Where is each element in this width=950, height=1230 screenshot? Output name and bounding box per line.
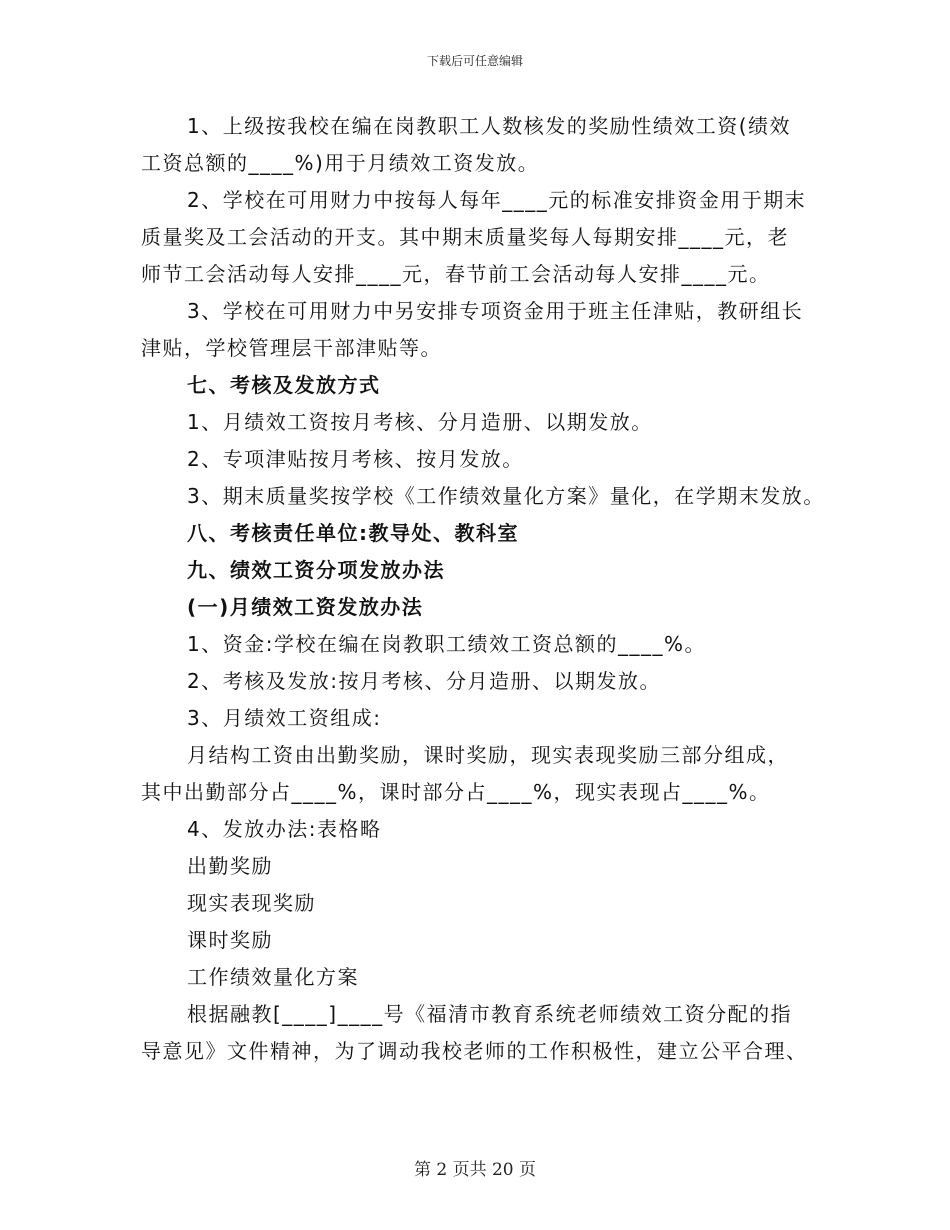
paragraph-line: 3、期末质量奖按学校《工作绩效量化方案》量化，在学期末发放。 xyxy=(187,484,825,508)
paragraph-line: 1、资金:学校在编在岗教职工绩效工资总额的____%。 xyxy=(187,632,706,656)
paragraph-line: 工资总额的____%)用于月绩效工资发放。 xyxy=(141,151,540,175)
paragraph-line: 师节工会活动每人安排____元，春节前工会活动每人安排____元。 xyxy=(141,262,771,286)
document-body xyxy=(141,108,831,1070)
paragraph-line: 工作绩效量化方案 xyxy=(187,965,359,989)
section-heading: 八、考核责任单位:教导处、教科室 xyxy=(187,521,519,545)
paragraph-line: 其中出勤部分占____%，课时部分占____%，现实表现占____%。 xyxy=(141,780,771,804)
paragraph-line: 3、学校在可用财力中另安排专项资金用于班主任津贴，教研组长 xyxy=(187,299,804,323)
paragraph-line: 4、发放办法:表格略 xyxy=(187,817,382,841)
paragraph-line: 质量奖及工会活动的开支。其中期末质量奖每人每期安排____元，老 xyxy=(141,225,789,249)
paragraph-line: 2、专项津贴按月考核、按月发放。 xyxy=(187,447,524,471)
page-header: 下载后可任意编辑 xyxy=(426,54,523,68)
paragraph-line: 1、月绩效工资按月考核、分月造册、以期发放。 xyxy=(187,410,653,434)
subsection-heading: (一)月绩效工资发放办法 xyxy=(187,595,424,619)
paragraph-line: 根据融教[____]____号《福清市教育系统老师绩效工资分配的指 xyxy=(187,1002,793,1026)
page-number: 第 2 页共 20 页 xyxy=(413,1160,537,1180)
paragraph-line: 课时奖励 xyxy=(187,928,273,952)
paragraph-line: 1、上级按我校在编在岗教职工人数核发的奖励性绩效工资(绩效 xyxy=(187,114,792,138)
paragraph-line: 2、学校在可用财力中按每人每年____元的标准安排资金用于期末 xyxy=(187,188,807,212)
paragraph-line: 导意见》文件精神，为了调动我校老师的工作积极性，建立公平合理、 xyxy=(141,1039,808,1063)
paragraph-line: 月结构工资由出勤奖励，课时奖励，现实表现奖励三部分组成， xyxy=(187,743,789,767)
paragraph-line: 出勤奖励 xyxy=(187,854,273,878)
section-heading: 七、考核及发放方式 xyxy=(187,373,381,397)
paragraph-line: 3、月绩效工资组成: xyxy=(187,706,382,730)
section-heading: 九、绩效工资分项发放办法 xyxy=(187,558,445,582)
paragraph-line: 2、考核及发放:按月考核、分月造册、以期发放。 xyxy=(187,669,661,693)
paragraph-line: 津贴，学校管理层干部津贴等。 xyxy=(141,336,442,360)
paragraph-line: 现实表现奖励 xyxy=(187,891,316,915)
